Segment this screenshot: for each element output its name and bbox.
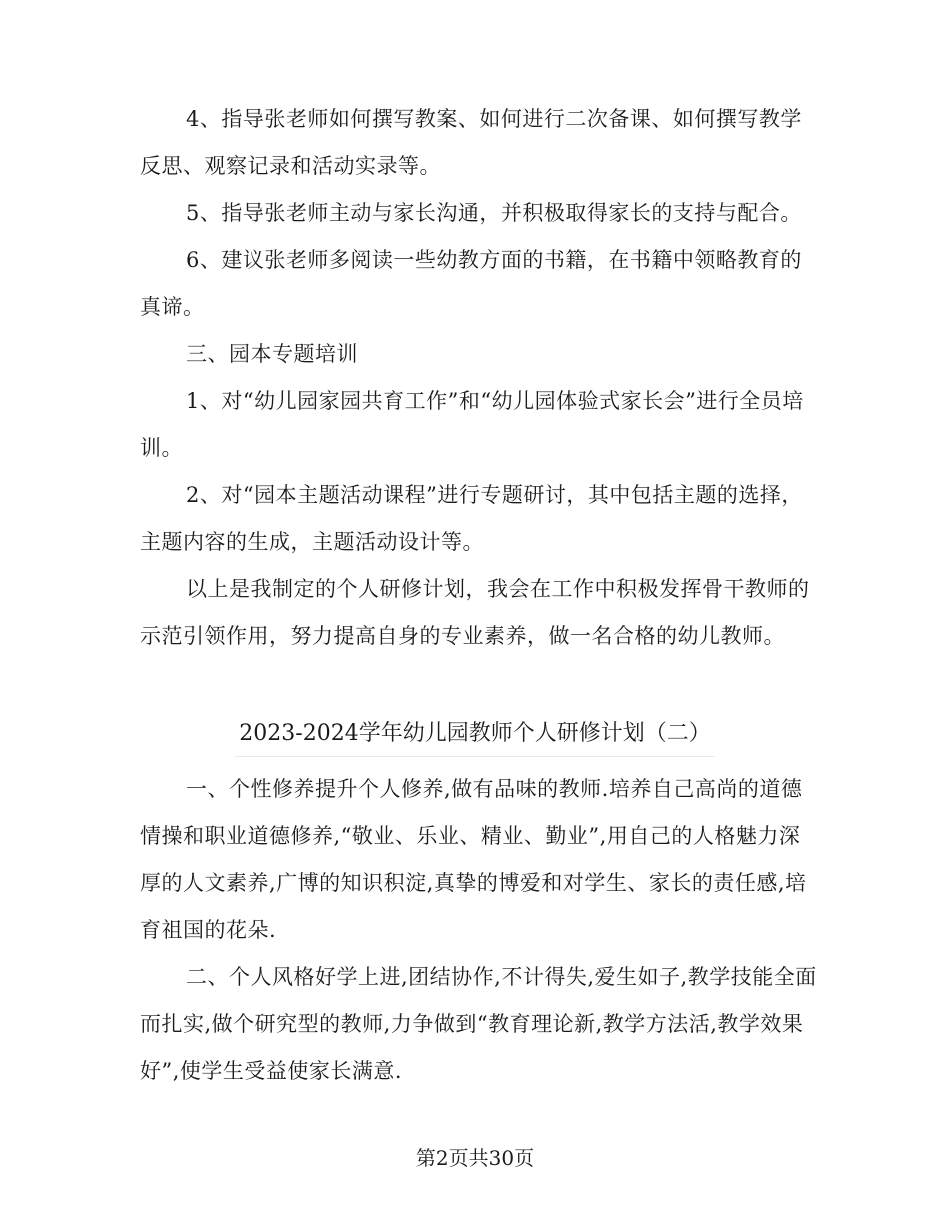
- page-number: 第2页共30页: [415, 1146, 535, 1170]
- section-heading-training: 三、园本专题培训: [186, 342, 358, 366]
- paragraph-training-1: 1、对“幼儿园家园共育工作”和“幼儿园体验式家长会”进行全员培训。: [140, 389, 804, 460]
- paragraph-item-6: 6、建议张老师多阅读一些幼教方面的书籍，在书籍中领略教育的真谛。: [140, 248, 802, 319]
- paragraph-item-5: 5、指导张老师主动与家长沟通，并积极取得家长的支持与配合。: [186, 201, 802, 225]
- body-section-1: [140, 96, 820, 660]
- paragraph-personal-cultivation: 一、个性修养提升个人修养,做有品味的教师.培养自己高尚的道德情操和职业道德修养,“敬业、乐业、精业、勤业”,用自己的人格魅力深厚的人文素养,广博的知识积淀,真挚的博爱和对学生、家长的责任感,培育祖国的花朵.: [140, 777, 807, 942]
- paragraph-personal-style: 二、个人风格好学上进,团结协作,不计得失,爱生如子,教学技能全面而扎实,做个研究型的教师,力争做到“教育理论新,教学方法活,教学效果好”,使学生受益使家长满意.: [140, 965, 817, 1083]
- paragraph-training-2: 2、对“园本主题活动课程”进行专题研讨，其中包括主题的选择，主题内容的生成，主题活动设计等。: [140, 483, 803, 554]
- paragraph-conclusion: 以上是我制定的个人研修计划，我会在工作中积极发挥骨干教师的示范引领作用，努力提高自身的专业素养，做一名合格的幼儿教师。: [140, 577, 810, 648]
- page-footer: [0, 1138, 950, 1178]
- document-title: [0, 712, 950, 757]
- document-title-text: 2023-2024学年幼儿园教师个人研修计划（二）: [235, 712, 714, 757]
- body-section-2: [140, 766, 820, 1095]
- paragraph-item-4: 4、指导张老师如何撰写教案、如何进行二次备课、如何撰写教学反思、观察记录和活动实录等。: [140, 107, 802, 178]
